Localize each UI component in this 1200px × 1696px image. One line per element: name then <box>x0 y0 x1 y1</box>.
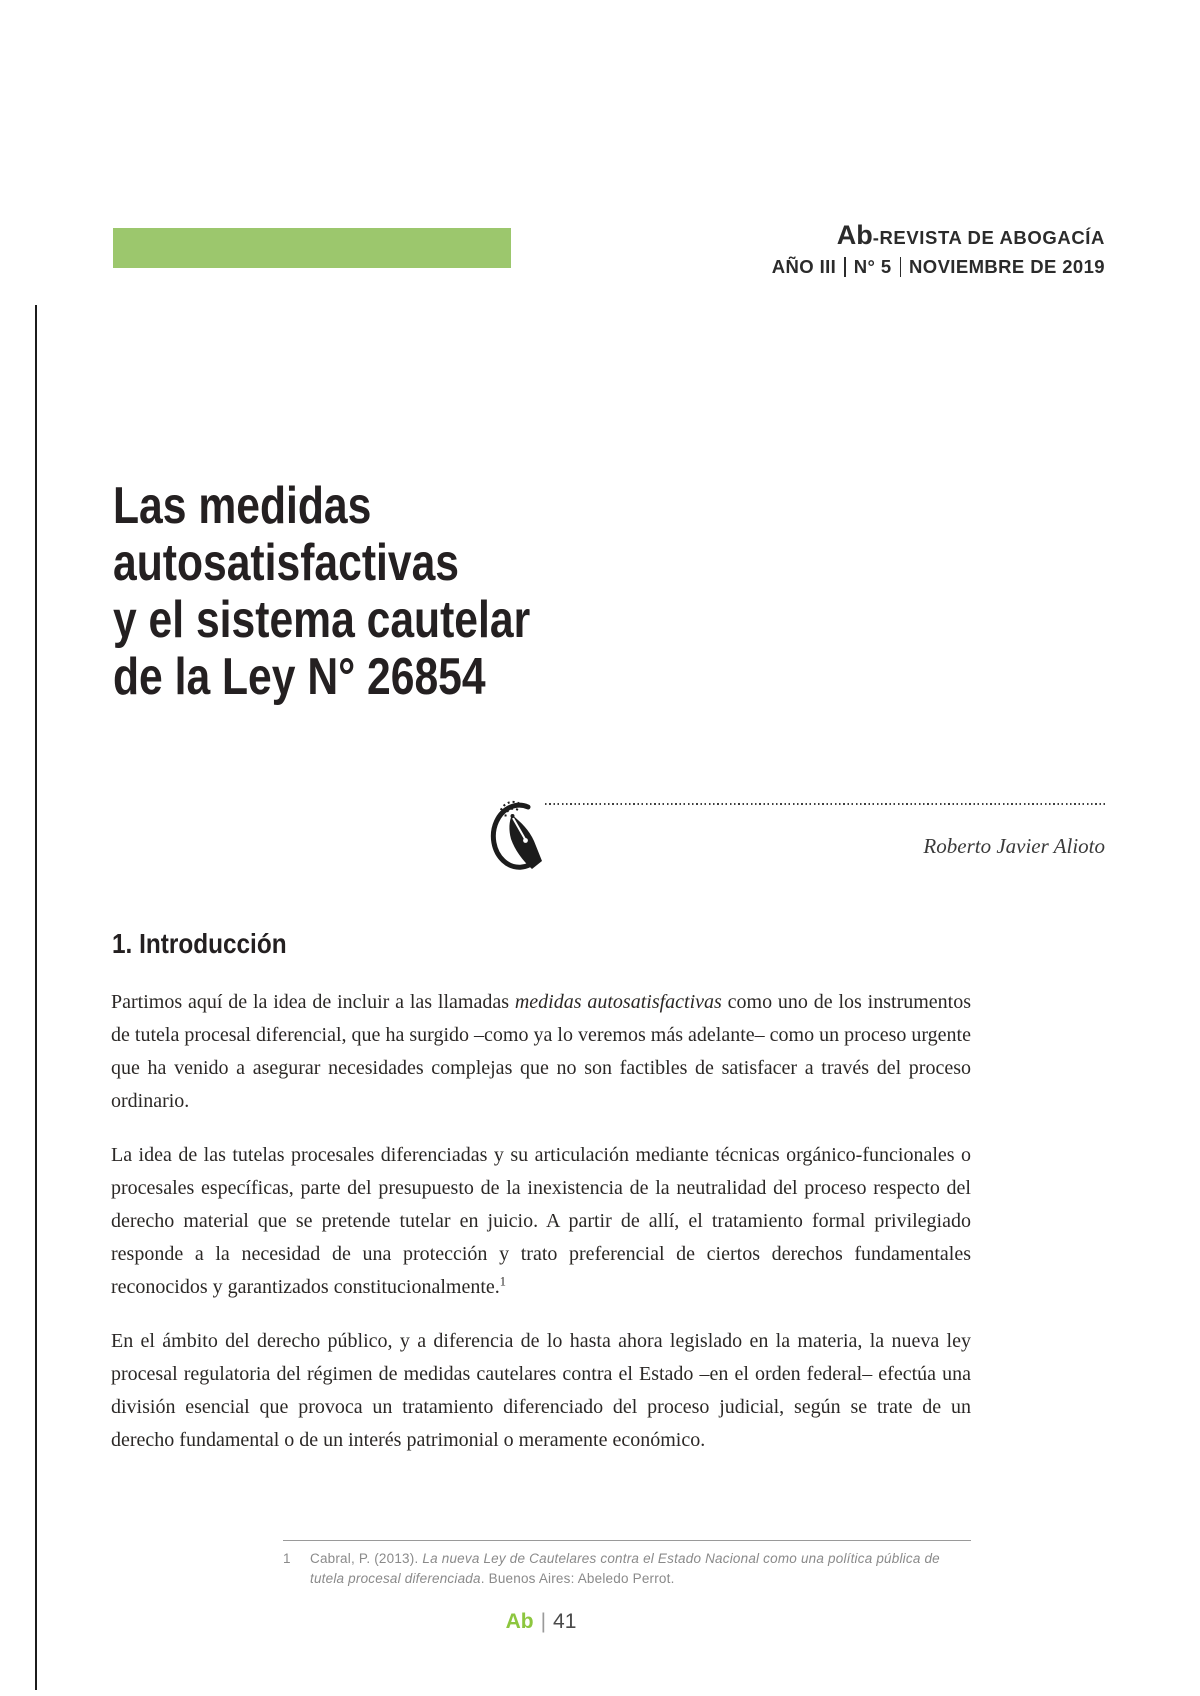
author-name: Roberto Javier Alioto <box>923 834 1105 858</box>
article-title: Las medidas autosatisfactivas y el sistema cautelar de la Ley N° 26854 <box>113 477 531 706</box>
green-accent-bar <box>113 228 511 268</box>
scan-edge-line <box>35 305 37 1690</box>
masthead-issue-line <box>772 256 1105 278</box>
issue-date: NOVIEMBRE DE 2019 <box>909 256 1105 277</box>
paragraph: En el ámbito del derecho público, y a diferencia de lo hasta ahora legislado en la materia, la nueva ley procesal regulatoria del régimen de medidas cautelares contra el Estado –en el orden federal– efectúa una división esencial que provoca un tratamiento diferenciado del proceso judicial, según se trate de un derecho fundamental o de un interés patrimonial o meramente económico. <box>111 1330 971 1451</box>
footnote <box>283 1549 971 1589</box>
journal-masthead <box>772 220 1105 278</box>
page-footer <box>111 1610 971 1634</box>
separator-bar <box>844 257 846 277</box>
separator-bar <box>900 257 902 277</box>
footnote-text: Cabral, P. (2013). La nueva Ley de Cautelares contra el Estado Nacional como una política pública de tutela procesal diferenciada. Buenos Aires: Abeledo Perrot. <box>310 1551 940 1586</box>
fountain-pen-nib-icon <box>487 799 551 879</box>
section-heading: 1. Introducción <box>112 928 287 959</box>
footnote-rule <box>283 1540 971 1541</box>
journal-title-suffix: -REVISTA DE ABOGACÍA <box>872 227 1105 248</box>
journal-brand: Ab <box>836 220 873 250</box>
paragraph: Partimos aquí de la idea de incluir a las llamadas medidas autosatisfactivas como uno de los instrumentos de tutela procesal diferencial, que ha surgido –como ya lo veremos más adelante– como un proceso urgente que ha venido a asegurar necesidades complejas que no son factibles de satisfacer a través del proceso ordinario. <box>111 991 972 1112</box>
issue-year: AÑO III <box>771 256 837 277</box>
page-number: 41 <box>553 1610 577 1633</box>
footer-separator: | <box>540 1610 547 1633</box>
article-body <box>111 986 971 1478</box>
issue-number: N° 5 <box>853 256 892 277</box>
dotted-separator-rule <box>545 803 1105 806</box>
footer-brand: Ab <box>505 1610 534 1633</box>
paragraph: La idea de las tutelas procesales diferenciadas y su articulación mediante técnicas orgánico-funcionales o procesales específicas, parte del presupuesto de la inexistencia de la neutralidad del proceso respecto del derecho material que se pretende tutelar en juicio. A partir de allí, el tratamiento formal privilegiado responde a la necesidad de una protección y trato preferencial de ciertos derechos fundamentales reconocidos y garantizados constitucionalmente.$^1$ <box>111 1144 971 1298</box>
masthead-title-line <box>772 220 1105 255</box>
footnote-number: 1 <box>283 1551 291 1566</box>
